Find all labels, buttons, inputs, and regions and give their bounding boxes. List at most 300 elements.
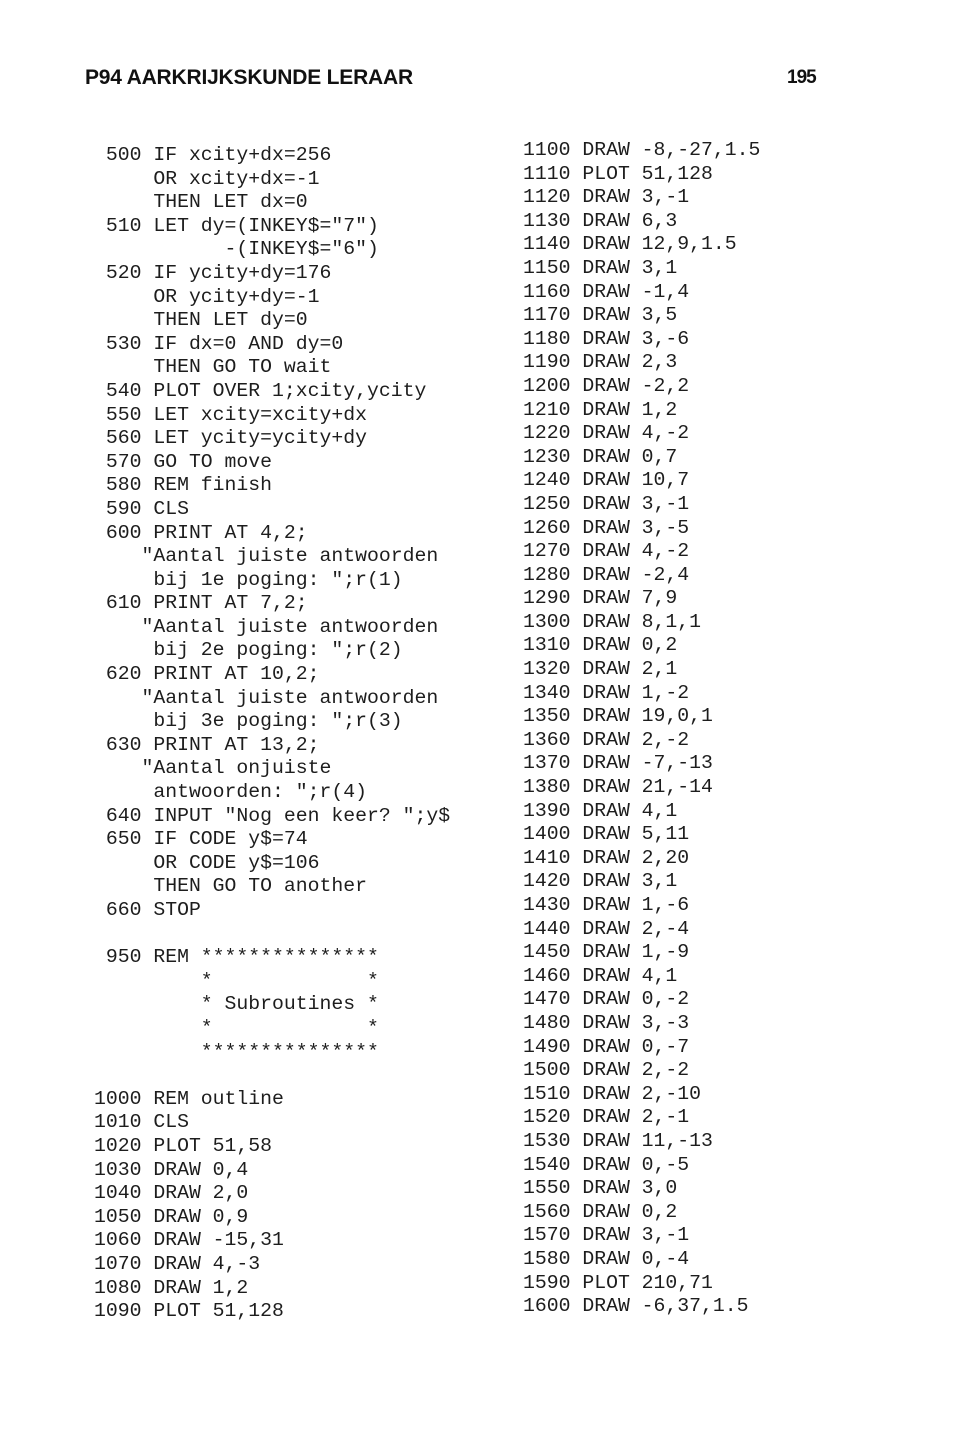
line-number-gutter (94, 639, 141, 663)
line-number: 1260 (523, 516, 571, 539)
listing-line (94, 946, 450, 970)
listing-line (523, 1130, 760, 1154)
listing-line (523, 540, 760, 564)
listing-line (94, 734, 450, 758)
listing-line (94, 710, 450, 734)
line-code: DRAW 0,-4 (582, 1247, 690, 1270)
listing-line (523, 375, 760, 399)
listing-line (94, 828, 450, 852)
line-code: DRAW 5,11 (582, 823, 690, 846)
page-header-title: P94 AARKRIJKSKUNDE LERAAR (85, 66, 413, 89)
listing-line (523, 210, 760, 234)
line-code: REM *************** (153, 946, 379, 969)
listing-line (94, 899, 450, 923)
listing-line (94, 522, 450, 546)
line-code: DRAW 2,20 (582, 846, 690, 869)
listing-line (94, 191, 450, 215)
line-code: "Aantal juiste antwoorden (141, 686, 439, 709)
line-number: 1470 (523, 988, 571, 1011)
line-code: DRAW 1,-2 (582, 681, 690, 704)
line-code: PRINT AT 4,2; (153, 521, 308, 544)
line-number-gutter (94, 852, 141, 876)
listing-line (94, 592, 450, 616)
line-code: "Aantal juiste antwoorden (141, 615, 439, 638)
line-number: 1290 (523, 587, 571, 610)
line-code: DRAW 19,0,1 (582, 705, 713, 728)
page-number: 195 (787, 67, 816, 88)
listing-line (94, 1041, 450, 1065)
listing-block (94, 946, 450, 1064)
listing-line (94, 970, 450, 994)
line-code: DRAW 1,-6 (582, 894, 690, 916)
line-code: DRAW 1,2 (582, 398, 678, 421)
line-number: 1100 (523, 139, 571, 161)
line-code: DRAW 3,5 (582, 304, 678, 327)
line-code: DRAW 3,-5 (582, 516, 690, 539)
line-code: antwoorden: ";r(4) (153, 781, 368, 804)
line-number: 1040 (94, 1182, 142, 1205)
listing-line (523, 1154, 760, 1178)
line-number: 1440 (523, 917, 571, 940)
line-number: 1370 (523, 752, 571, 775)
listing-line (94, 805, 450, 829)
listing-line (94, 545, 450, 569)
line-number: 1510 (523, 1082, 571, 1105)
line-number: 1060 (94, 1229, 142, 1252)
listing-line (94, 1088, 450, 1112)
listing-line (94, 1111, 450, 1135)
line-number: 640 (105, 804, 142, 827)
line-code: DRAW 2,-10 (582, 1082, 702, 1105)
line-code: * * (153, 969, 379, 992)
listing-line (523, 257, 760, 281)
line-code: DRAW 3,0 (582, 1177, 678, 1200)
line-code: "Aantal onjuiste (141, 757, 332, 780)
listing-line (523, 1248, 760, 1272)
line-code: IF xcity+dx=256 (153, 144, 332, 166)
line-number: 660 (105, 899, 142, 921)
line-code: DRAW 3,-1 (582, 1224, 690, 1247)
line-code: DRAW 0,-7 (582, 1035, 690, 1058)
line-code: INPUT "Nog een keer? ";y$ (153, 804, 451, 827)
line-code: -(INKEY$="6") (153, 238, 379, 261)
listing-line (523, 918, 760, 942)
listing-line (94, 1253, 450, 1277)
line-number-gutter (94, 1041, 141, 1065)
line-number: 1540 (523, 1153, 571, 1176)
line-number: 1210 (523, 398, 571, 421)
line-number: 1240 (523, 469, 571, 492)
line-code: DRAW 0,4 (153, 1158, 249, 1181)
line-number: 1050 (94, 1205, 142, 1228)
listing-line (523, 233, 760, 257)
line-number: 1110 (523, 162, 571, 185)
line-code: THEN LET dy=0 (153, 309, 308, 332)
line-number: 1520 (523, 1106, 571, 1129)
listing-line (523, 705, 760, 729)
listing-line (523, 1083, 760, 1107)
listing-line (94, 616, 450, 640)
line-number: 540 (105, 379, 142, 402)
listing-line (523, 186, 760, 210)
line-code: DRAW 0,2 (582, 634, 678, 657)
line-number: 600 (105, 521, 142, 544)
listing-line (523, 823, 760, 847)
line-code: DRAW 4,-3 (153, 1252, 261, 1275)
listing-line (94, 781, 450, 805)
line-code: DRAW 0,2 (582, 1200, 678, 1223)
line-code: REM finish (153, 474, 273, 497)
listing-column-right (523, 139, 760, 1319)
listing-line (94, 309, 450, 333)
line-code: DRAW 11,-13 (582, 1129, 713, 1152)
line-number: 1000 (94, 1087, 142, 1110)
listing-line (94, 262, 450, 286)
line-code: DRAW 2,0 (153, 1182, 249, 1205)
line-code: DRAW 0,-5 (582, 1153, 690, 1176)
listing-line (523, 564, 760, 588)
listing-line (523, 587, 760, 611)
line-code: PRINT AT 13,2; (153, 733, 320, 756)
listing-line (94, 875, 450, 899)
line-number: 1230 (523, 445, 571, 468)
listing-line (523, 493, 760, 517)
line-code: OR CODE y$=106 (153, 851, 320, 874)
line-code: DRAW -2,2 (582, 374, 690, 397)
line-code: DRAW 4,-2 (582, 422, 690, 445)
line-number: 1600 (523, 1295, 571, 1318)
listing-line (94, 404, 450, 428)
line-number: 610 (105, 592, 142, 615)
listing-line (523, 870, 760, 894)
line-number-gutter (94, 993, 141, 1017)
line-code: IF dx=0 AND dy=0 (153, 332, 344, 355)
line-number: 550 (105, 403, 142, 426)
line-code: DRAW 3,1 (582, 870, 678, 893)
line-number-gutter (94, 875, 141, 899)
line-code: bij 2e poging: ";r(2) (153, 639, 403, 662)
line-code: PLOT 51,128 (153, 1300, 284, 1323)
line-code: IF CODE y$=74 (153, 828, 308, 851)
listing-line (523, 847, 760, 871)
listing-line (523, 304, 760, 328)
listing-block (523, 139, 760, 1319)
listing-line (523, 1224, 760, 1248)
listing-line (523, 139, 760, 163)
listing-line (94, 1277, 450, 1301)
line-number: 520 (105, 261, 142, 284)
line-code: DRAW 0,-2 (582, 988, 690, 1011)
line-number-gutter (94, 1017, 141, 1041)
line-code: PLOT OVER 1;xcity,ycity (153, 379, 427, 402)
line-code: PRINT AT 7,2; (153, 592, 308, 615)
line-number: 1420 (523, 870, 571, 893)
listing-line (94, 286, 450, 310)
line-code: OR ycity+dy=-1 (153, 285, 320, 308)
line-code: CLS (153, 1111, 189, 1134)
line-number: 1530 (523, 1129, 571, 1152)
line-number: 1380 (523, 776, 571, 799)
line-code: DRAW 2,-1 (582, 1106, 690, 1129)
line-number: 1140 (523, 233, 571, 256)
line-code: DRAW 3,-1 (582, 186, 690, 209)
line-code: DRAW 2,-2 (582, 728, 690, 751)
listing-line (94, 380, 450, 404)
line-code: DRAW 3,-1 (582, 492, 690, 515)
line-code: DRAW 4,1 (582, 799, 678, 822)
line-number: 950 (105, 946, 142, 969)
line-code: DRAW 12,9,1.5 (582, 233, 737, 256)
line-number: 1180 (523, 327, 571, 350)
line-code: DRAW 3,-3 (582, 1011, 690, 1034)
listing-line (94, 852, 450, 876)
line-code: DRAW 2,-4 (582, 917, 690, 940)
line-code: THEN LET dx=0 (153, 191, 308, 214)
listing-line (94, 238, 450, 262)
listing-line (94, 1159, 450, 1183)
line-code: DRAW 1,2 (153, 1276, 249, 1299)
line-number: 1220 (523, 422, 571, 445)
line-number: 630 (105, 733, 142, 756)
line-number: 1090 (94, 1300, 142, 1323)
line-number: 1020 (94, 1134, 142, 1157)
line-code: *************** (153, 1040, 379, 1063)
line-code: PLOT 51,58 (153, 1134, 273, 1157)
line-number: 1150 (523, 256, 571, 279)
listing-line (523, 163, 760, 187)
listing-line (94, 498, 450, 522)
line-code: DRAW -2,4 (582, 563, 690, 586)
listing-line (523, 1012, 760, 1036)
listing-line (523, 682, 760, 706)
line-code: DRAW 2,1 (582, 658, 678, 681)
line-code: CLS (153, 497, 189, 520)
listing-line (94, 451, 450, 475)
listing-line (523, 658, 760, 682)
line-number: 1550 (523, 1177, 571, 1200)
line-number: 1030 (94, 1158, 142, 1181)
line-code: STOP (153, 899, 201, 921)
listing-line (523, 894, 760, 918)
line-number: 580 (105, 474, 142, 497)
listing-line (94, 993, 450, 1017)
line-number: 1340 (523, 681, 571, 704)
listing-line (523, 752, 760, 776)
listing-line (94, 639, 450, 663)
line-number: 1080 (94, 1276, 142, 1299)
listing-line (523, 1201, 760, 1225)
listing-line (523, 399, 760, 423)
line-number: 1010 (94, 1111, 142, 1134)
listing-line (94, 663, 450, 687)
line-number: 560 (105, 427, 142, 450)
line-number: 1490 (523, 1035, 571, 1058)
line-number: 1410 (523, 846, 571, 869)
line-code: DRAW 3,-6 (582, 327, 690, 350)
listing-line (523, 1106, 760, 1130)
line-code: DRAW 6,3 (582, 209, 678, 232)
listing-line (523, 729, 760, 753)
line-number-gutter (94, 309, 141, 333)
listing-line (94, 215, 450, 239)
line-code: * Subroutines * (153, 993, 379, 1016)
listing-line (94, 1182, 450, 1206)
listing-line (523, 1177, 760, 1201)
line-number-gutter (94, 168, 141, 192)
line-code: DRAW -15,31 (153, 1229, 284, 1252)
line-code: DRAW 21,-14 (582, 776, 713, 799)
line-number: 1580 (523, 1247, 571, 1270)
line-number-gutter (94, 545, 141, 569)
listing-line (94, 569, 450, 593)
line-code: PLOT 51,128 (582, 162, 713, 185)
listing-block (94, 144, 450, 923)
line-code: * * (153, 1016, 379, 1039)
line-code: LET dy=(INKEY$="7") (153, 214, 379, 237)
listing-line (523, 328, 760, 352)
line-number: 1190 (523, 351, 571, 374)
line-number: 620 (105, 663, 142, 686)
listing-line (523, 1036, 760, 1060)
listing-line (523, 776, 760, 800)
listing-line (523, 446, 760, 470)
line-number: 1430 (523, 894, 571, 916)
line-code: DRAW 0,7 (582, 445, 678, 468)
line-number: 1200 (523, 374, 571, 397)
line-number: 1130 (523, 209, 571, 232)
line-number: 1070 (94, 1252, 142, 1275)
line-number: 1120 (523, 186, 571, 209)
line-number: 570 (105, 450, 142, 473)
listing-line (94, 427, 450, 451)
line-number: 650 (105, 828, 142, 851)
listing-line (94, 356, 450, 380)
listing-line (523, 469, 760, 493)
line-code: DRAW -8,-27,1.5 (582, 139, 761, 161)
listing-line (523, 941, 760, 965)
line-number-gutter (94, 616, 141, 640)
line-number: 530 (105, 332, 142, 355)
line-number: 1310 (523, 634, 571, 657)
line-number-gutter (94, 356, 141, 380)
listing-line (94, 474, 450, 498)
line-number: 500 (105, 144, 142, 166)
line-code: DRAW 3,1 (582, 256, 678, 279)
listing-line (94, 687, 450, 711)
line-code: THEN GO TO wait (153, 356, 332, 379)
line-code: REM outline (153, 1087, 284, 1110)
listing-line (523, 351, 760, 375)
line-code: bij 3e poging: ";r(3) (153, 710, 403, 733)
line-code: DRAW 4,-2 (582, 540, 690, 563)
line-code: GO TO move (153, 450, 273, 473)
listing-line (94, 1229, 450, 1253)
line-code: DRAW -1,4 (582, 280, 690, 303)
line-code: DRAW 2,-2 (582, 1059, 690, 1082)
line-number: 1500 (523, 1059, 571, 1082)
listing-line (94, 1300, 450, 1324)
line-number: 1560 (523, 1200, 571, 1223)
line-number: 1460 (523, 964, 571, 987)
listing-line (523, 1059, 760, 1083)
line-number-gutter (94, 191, 141, 215)
listing-line (94, 168, 450, 192)
line-code: DRAW 10,7 (582, 469, 690, 492)
line-number: 590 (105, 497, 142, 520)
line-number-gutter (94, 710, 141, 734)
line-number-gutter (94, 687, 141, 711)
line-code: DRAW 2,3 (582, 351, 678, 374)
listing-column-left (94, 144, 450, 1324)
line-number-gutter (94, 757, 141, 781)
line-code: THEN GO TO another (153, 875, 368, 898)
line-number-gutter (94, 286, 141, 310)
line-code: PLOT 210,71 (582, 1271, 713, 1294)
listing-line (94, 1017, 450, 1041)
line-number-gutter (94, 781, 141, 805)
listing-line (94, 144, 450, 168)
line-number: 1570 (523, 1224, 571, 1247)
listing-line (523, 422, 760, 446)
line-code: DRAW 7,9 (582, 587, 678, 610)
line-number: 1350 (523, 705, 571, 728)
listing-line (523, 517, 760, 541)
listing-line (94, 1135, 450, 1159)
listing-line (94, 333, 450, 357)
line-number: 1300 (523, 610, 571, 633)
line-number: 1250 (523, 492, 571, 515)
line-code: DRAW 0,9 (153, 1205, 249, 1228)
listing-line (523, 965, 760, 989)
line-code: DRAW -6,37,1.5 (582, 1295, 749, 1318)
line-number: 1160 (523, 280, 571, 303)
line-number: 1170 (523, 304, 571, 327)
line-number: 1480 (523, 1011, 571, 1034)
line-number: 1590 (523, 1271, 571, 1294)
line-number: 510 (105, 214, 142, 237)
line-number: 1280 (523, 563, 571, 586)
line-code: IF ycity+dy=176 (153, 261, 332, 284)
line-number-gutter (94, 970, 141, 994)
line-number-gutter (94, 238, 141, 262)
line-code: PRINT AT 10,2; (153, 663, 320, 686)
listing-line (523, 281, 760, 305)
line-code: DRAW 8,1,1 (582, 610, 702, 633)
line-number: 1270 (523, 540, 571, 563)
listing-line (523, 611, 760, 635)
line-code: DRAW -7,-13 (582, 752, 713, 775)
line-code: bij 1e poging: ";r(1) (153, 568, 403, 591)
listing-line (523, 800, 760, 824)
listing-line (94, 757, 450, 781)
line-number: 1320 (523, 658, 571, 681)
line-number: 1400 (523, 823, 571, 846)
line-code: LET ycity=ycity+dy (153, 427, 368, 450)
line-code: DRAW 4,1 (582, 964, 678, 987)
listing-line (94, 1206, 450, 1230)
listing-line (523, 1295, 760, 1319)
listing-line (523, 1272, 760, 1296)
listing-line (523, 634, 760, 658)
listing-block (94, 1088, 450, 1324)
listing-line (523, 988, 760, 1012)
line-number-gutter (94, 569, 141, 593)
line-number: 1360 (523, 728, 571, 751)
line-code: LET xcity=xcity+dx (153, 403, 368, 426)
line-number: 1450 (523, 941, 571, 964)
line-code: OR xcity+dx=-1 (153, 167, 320, 190)
line-code: DRAW 1,-9 (582, 941, 690, 964)
